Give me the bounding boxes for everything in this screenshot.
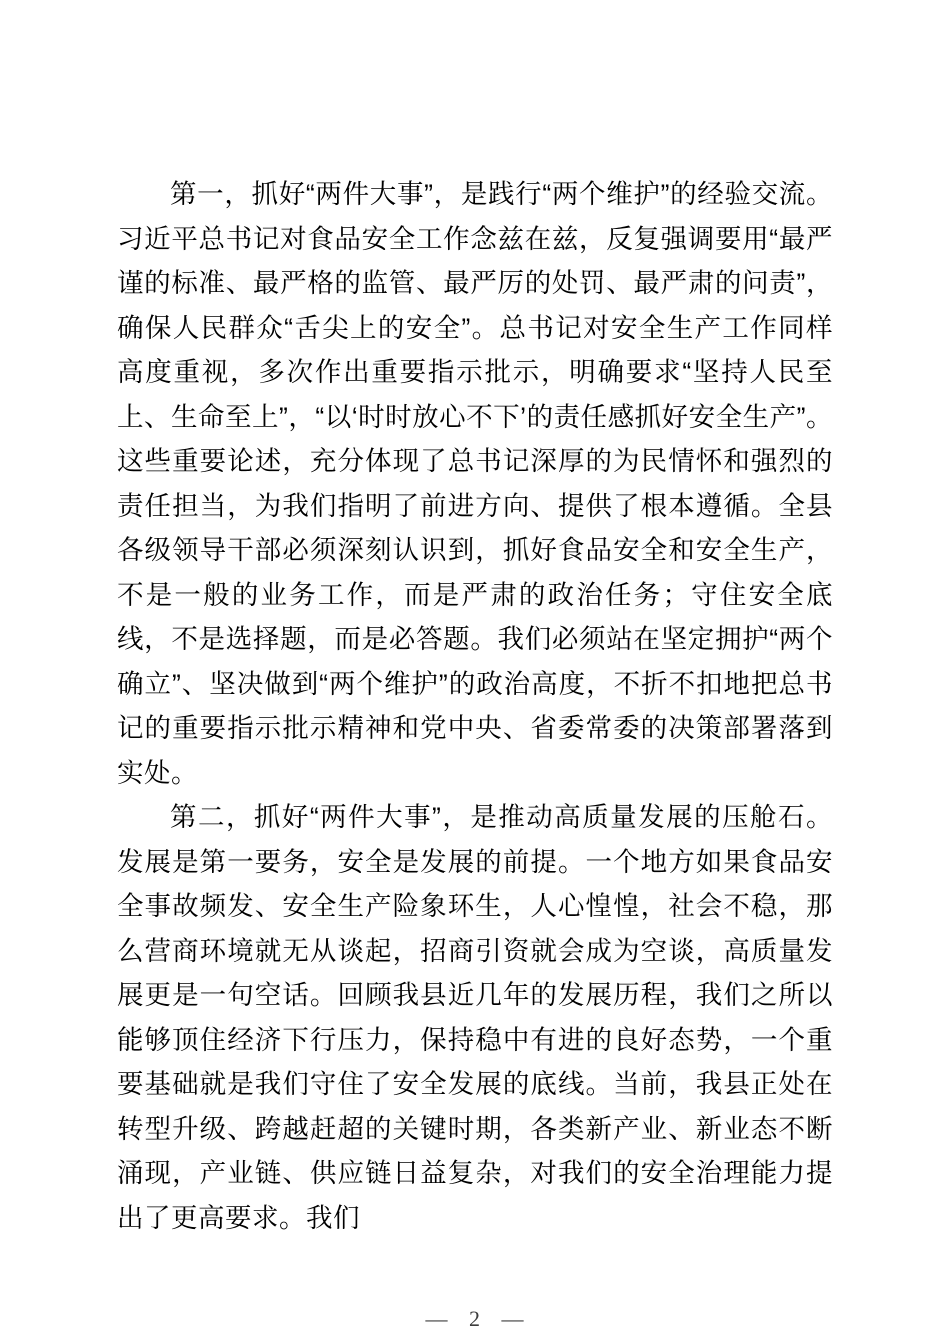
- paragraph: 第二，抓好“两件大事”，是推动高质量发展的压舱石。发展是第一要务，安全是发展的前提。一个地方如果食品安全事故频发、安全生产险象环生，人心惶惶，社会不稳，那么营商环境就无从谈起，招商引资就会成为空谈，高质量发展更是一句空话。回顾我县近几年的发展历程，我们之所以能够顶住经济下行压力，保持稳中有进的良好态势，一个重要基础就是我们守住了安全发展的底线。当前，我县正处在转型升级、跨越赶超的关键时期，各类新产业、新业态不断涌现，产业链、供应链日益复杂，对我们的安全治理能力提出了更高要求。我们: [117, 802, 833, 1233]
- document-body: [117, 172, 833, 1240]
- page-number: — 2 —: [425, 1306, 525, 1331]
- page-footer: [0, 1306, 950, 1340]
- paragraph: 第一，抓好“两件大事”，是践行“两个维护”的经验交流。习近平总书记对食品安全工作念兹在兹，反复强调要用“最严谨的标准、最严格的监管、最严厉的处罚、最严肃的问责”，确保人民群众“舌尖上的安全”。总书记对安全生产工作同样高度重视，多次作出重要指示批示，明确要求“坚持人民至上、生命至上”，“以‘时时放心不下’的责任感抓好安全生产”。这些重要论述，充分体现了总书记深厚的为民情怀和强烈的责任担当，为我们指明了前进方向、提供了根本遵循。全县各级领导干部必须深刻认识到，抓好食品安全和安全生产，不是一般的业务工作，而是严肃的政治任务；守住安全底线，不是选择题，而是必答题。我们必须站在坚定拥护“两个确立”、坚决做到“两个维护”的政治高度，不折不扣地把总书记的重要指示批示精神和党中央、省委常委的决策部署落到实处。: [117, 179, 833, 788]
